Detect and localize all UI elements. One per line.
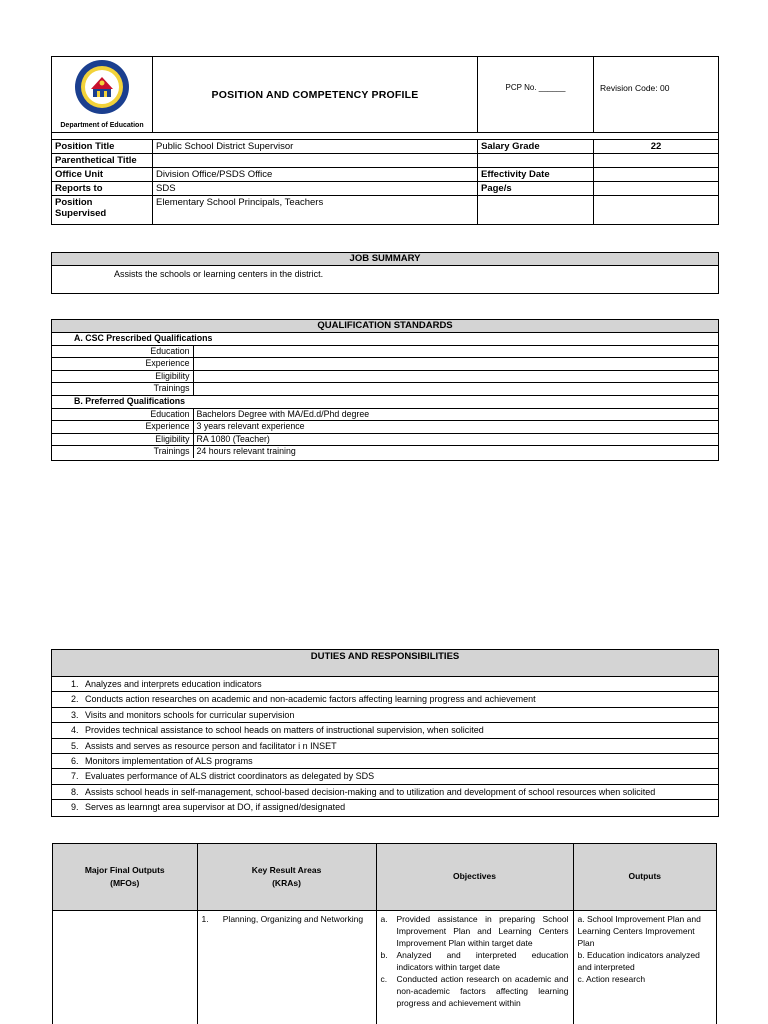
- eligibility-label: Eligibility: [52, 433, 193, 446]
- education-label: Education: [52, 408, 193, 421]
- salary-grade-value: 22: [594, 140, 719, 154]
- kra-cell: [197, 910, 376, 1024]
- office-unit-value: Division Office/PSDS Office: [153, 168, 478, 182]
- duties-list: [52, 676, 718, 815]
- objective-text: Provided assistance in preparing School Improvement Plan and Learning Centers Improvement Plan within target date: [396, 913, 569, 948]
- objective-letter: b.: [380, 949, 388, 960]
- objective-letter: c.: [380, 973, 388, 984]
- duty-text: Monitors implementation of ALS programs: [85, 755, 253, 766]
- qualification-standards-heading: QUALIFICATION STANDARDS: [52, 320, 718, 333]
- outputs-list: [578, 913, 713, 985]
- job-summary-text: Assists the schools or learning centers in the district.: [114, 269, 324, 279]
- department-name: Department of Education: [60, 122, 144, 129]
- position-supervised-value: Elementary School Principals, Teachers: [153, 196, 478, 225]
- parenthetical-title-label: Parenthetical Title: [52, 154, 153, 168]
- kra-item: 1. Planning, Organizing and Networking: [201, 913, 364, 924]
- salary-grade-label: Salary Grade: [478, 140, 594, 154]
- objectives-header: Objectives: [376, 844, 573, 910]
- mfo-header: [53, 844, 197, 910]
- objective-item: [381, 913, 569, 949]
- duties-section: [51, 649, 719, 817]
- position-title-value: Public School District Supervisor: [153, 140, 478, 154]
- outputs-cell: [573, 910, 716, 1024]
- duty-number: 6.: [71, 755, 79, 766]
- reports-to-value: SDS: [153, 182, 478, 196]
- preferred-eligibility-value: RA 1080 (Teacher): [193, 433, 718, 446]
- objective-text: Conducted action research on academic and non-academic factors affecting learning progress and achievement within: [396, 973, 569, 1008]
- objective-text: Analyzed and interpreted education indicators within target date: [396, 949, 569, 972]
- duty-text: Provides technical assistance to school heads on matters of instructional supervision, when solicited: [85, 725, 484, 736]
- pages-label: Page/s: [478, 182, 594, 196]
- duty-number: 4.: [71, 725, 79, 736]
- duty-number: 2.: [71, 694, 79, 705]
- position-supervised-label-line2: Supervised: [55, 208, 107, 219]
- duty-item: [52, 676, 718, 691]
- csc-experience-value: [193, 358, 718, 371]
- duty-number: 5.: [71, 740, 79, 751]
- blank-cell: [478, 154, 594, 168]
- profile-header: [51, 56, 719, 228]
- duty-item: [52, 738, 718, 753]
- duty-number: 1.: [71, 679, 79, 689]
- parenthetical-title-value: [153, 154, 478, 168]
- duty-item: [52, 784, 718, 799]
- document-title: POSITION AND COMPETENCY PROFILE: [153, 57, 478, 133]
- objectives-cell: [376, 910, 573, 1024]
- objectives-list: [381, 913, 569, 1009]
- mfo-header-line2: (MFOs): [110, 877, 140, 888]
- preferred-experience-value: 3 years relevant experience: [193, 421, 718, 434]
- duty-text: Visits and monitors schools for curricular supervision: [85, 709, 295, 720]
- office-unit-label: Office Unit: [52, 168, 153, 182]
- csc-education-value: [193, 345, 718, 358]
- trainings-label: Trainings: [52, 383, 193, 396]
- duties-heading: DUTIES AND RESPONSIBILITIES: [52, 650, 718, 676]
- duty-text: Assists and serves as resource person and facilitator i n INSET: [85, 740, 337, 751]
- mfo-table: [52, 843, 717, 1024]
- duty-number: 7.: [71, 771, 79, 782]
- experience-label: Experience: [52, 421, 193, 434]
- duty-text: Evaluates performance of ALS district coordinators as delegated by SDS: [85, 771, 375, 782]
- position-supervised-label-line1: Position: [55, 197, 93, 208]
- revision-code: Revision Code: 00: [594, 57, 719, 133]
- duty-item: [52, 707, 718, 722]
- education-label: Education: [52, 345, 193, 358]
- job-summary-section: [51, 252, 719, 294]
- position-title-label: Position Title: [52, 140, 153, 154]
- blank-cell: [478, 196, 594, 225]
- experience-label: Experience: [52, 358, 193, 371]
- blank-cell: [594, 196, 719, 225]
- output-item: c. Action research: [577, 973, 646, 984]
- duty-text: Assists school heads in self-management, school-based decision-making and to utilization and development of school resources when solicited: [85, 786, 656, 797]
- trainings-label: Trainings: [52, 446, 193, 459]
- eligibility-label: Eligibility: [52, 370, 193, 383]
- mfo-header-line1: Major Final Outputs: [84, 864, 165, 875]
- duty-item: [52, 722, 718, 737]
- preferred-qualifications-heading: B. Preferred Qualifications: [52, 395, 718, 408]
- duty-text: Analyzes and interprets education indicators: [85, 679, 262, 689]
- deped-seal-logo: [74, 59, 130, 115]
- duty-number: 3.: [71, 709, 79, 720]
- job-summary-heading: JOB SUMMARY: [52, 253, 718, 266]
- duty-text: Serves as learnngt area supervisor at DO, if assigned/designated: [85, 802, 346, 813]
- qualification-standards-section: [51, 319, 719, 461]
- duty-number: 9.: [71, 802, 79, 813]
- effectivity-date-value: [594, 168, 719, 182]
- csc-qualifications-heading: A. CSC Prescribed Qualifications: [52, 333, 718, 346]
- logo-cell: [52, 57, 153, 133]
- kra-header: [197, 844, 376, 910]
- duty-text: Conducts action researches on academic and non-academic factors affecting learning progress and achievement: [85, 694, 536, 705]
- pages-value: [594, 182, 719, 196]
- outputs-header: Outputs: [573, 844, 716, 910]
- objective-item: [381, 949, 569, 973]
- output-item: a. School Improvement Plan and Learning Centers Improvement Plan: [577, 913, 701, 948]
- objective-item: [381, 973, 569, 1009]
- effectivity-date-label: Effectivity Date: [478, 168, 594, 182]
- duty-item: [52, 799, 718, 814]
- mfo-cell: [53, 910, 197, 1024]
- output-item: b. Education indicators analyzed and interpreted: [577, 949, 700, 972]
- duty-item: [52, 691, 718, 706]
- blank-cell: [594, 154, 719, 168]
- reports-to-label: Reports to: [52, 182, 153, 196]
- position-supervised-label: [52, 196, 153, 225]
- preferred-trainings-value: 24 hours relevant training: [193, 446, 718, 459]
- duty-item: [52, 768, 718, 783]
- csc-eligibility-value: [193, 370, 718, 383]
- objective-letter: a.: [380, 913, 388, 924]
- preferred-education-value: Bachelors Degree with MA/Ed.d/Phd degree: [193, 408, 718, 421]
- duty-number: 8.: [71, 786, 79, 797]
- pcp-number: PCP No. ______: [478, 57, 594, 133]
- kra-header-line2: (KRAs): [272, 877, 301, 888]
- duty-item: [52, 753, 718, 768]
- csc-trainings-value: [193, 383, 718, 396]
- kra-header-line1: Key Result Areas: [251, 864, 322, 875]
